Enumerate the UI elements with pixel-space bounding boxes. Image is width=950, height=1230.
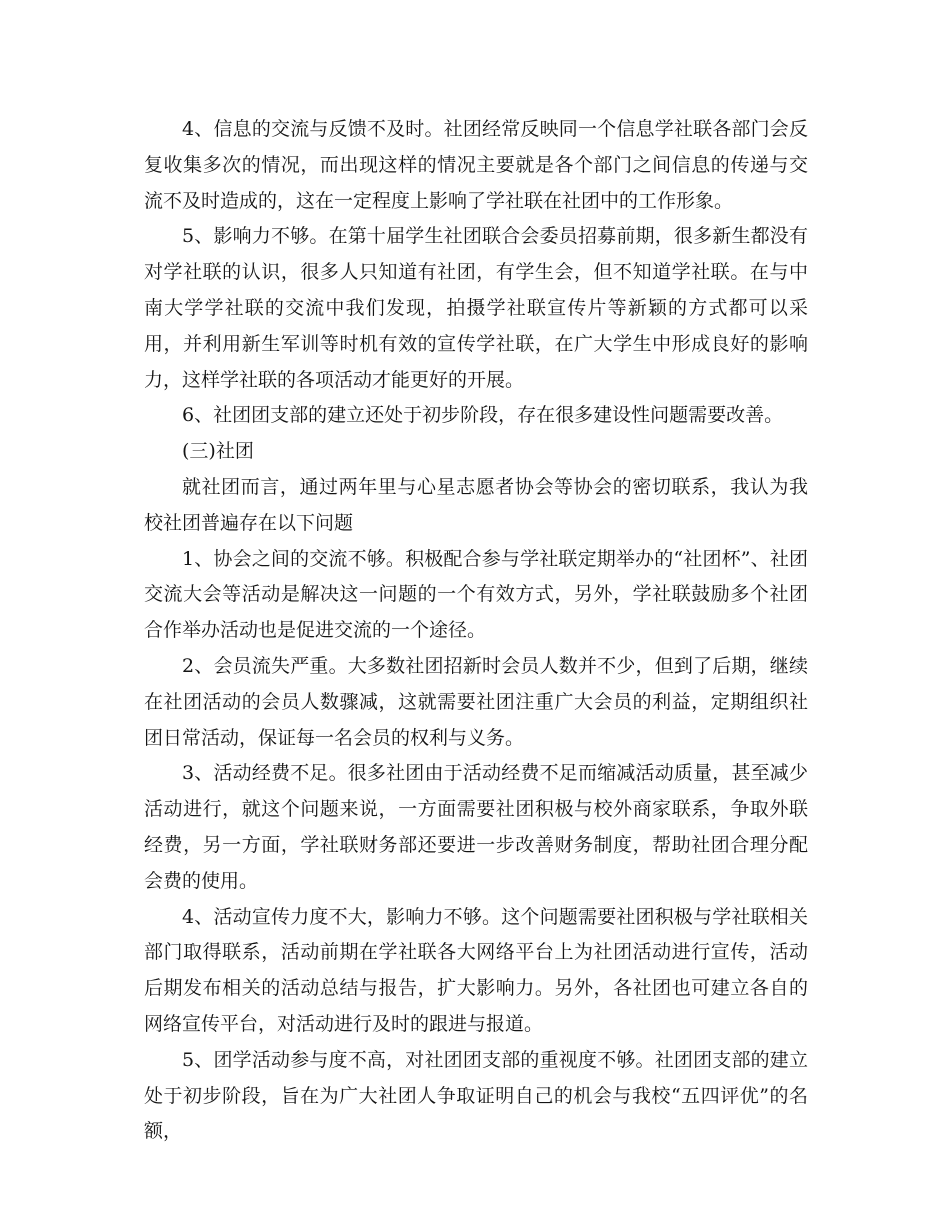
paragraph-influence: 5、影响力不够。在第十届学生社团联合会委员招募前期，很多新生都没有对学社联的认识，很多人只知道有社团，有学生会，但不知道学社联。在与中南大学学社联的交流中我们发现，拍摄学社联宣传片等新颖的方式都可以采用，并利用新生军训等时机有效的宣传学社联，在广大学生中形成良好的影响力，这样学社联的各项活动才能更好的开展。: [144, 225, 808, 391]
paragraph-clubs-intro: 就社团而言，通过两年里与心星志愿者协会等协会的密切联系，我认为我校社团普遍存在以下问题: [144, 475, 808, 534]
paragraph-member-loss: 2、会员流失严重。大多数社团招新时会员人数并不少，但到了后期，继续在社团活动的会员人数骤减，这就需要社团注重广大会员的利益，定期组织社团日常活动，保证每一名会员的权利与义务。: [144, 654, 808, 749]
paragraph-participation: 5、团学活动参与度不高，对社团团支部的重视度不够。社团团支部的建立处于初步阶段，旨在为广大社团人争取证明自己的机会与我校“五四评优”的名额，: [144, 1048, 808, 1143]
paragraph-funding: 3、活动经费不足。很多社团由于活动经费不足而缩减活动质量，甚至减少活动进行，就这个问题来说，一方面需要社团积极与校外商家联系，争取外联经费，另一方面，学社联财务部还要进一步改善财务制度，帮助社团合理分配会费的使用。: [144, 762, 808, 892]
section-heading-clubs: (三)社团: [182, 440, 254, 463]
paragraph-branch-setup: 6、社团团支部的建立还处于初步阶段，存在很多建设性问题需要改善。: [182, 404, 784, 427]
paragraph-publicity: 4、活动宣传力度不大，影响力不够。这个问题需要社团积极与学社联相关部门取得联系，活动前期在学社联各大网络平台上为社团活动进行宣传，活动后期发布相关的活动总结与报告，扩大影响力。另外，各社团也可建立各自的网络宣传平台，对活动进行及时的跟进与报道。: [144, 905, 808, 1035]
paragraph-club-communication: 1、协会之间的交流不够。积极配合参与学社联定期举办的“社团杯”、社团交流大会等活动是解决这一问题的一个有效方式，另外，学社联鼓励多个社团合作举办活动也是促进交流的一个途径。: [144, 547, 808, 642]
paragraph-info-feedback: 4、信息的交流与反馈不及时。社团经常反映同一个信息学社联各部门会反复收集多次的情况，而出现这样的情况主要就是各个部门之间信息的传递与交流不及时造成的，这在一定程度上影响了学社联在社团中的工作形象。: [144, 118, 808, 212]
document-body: [144, 112, 808, 1150]
